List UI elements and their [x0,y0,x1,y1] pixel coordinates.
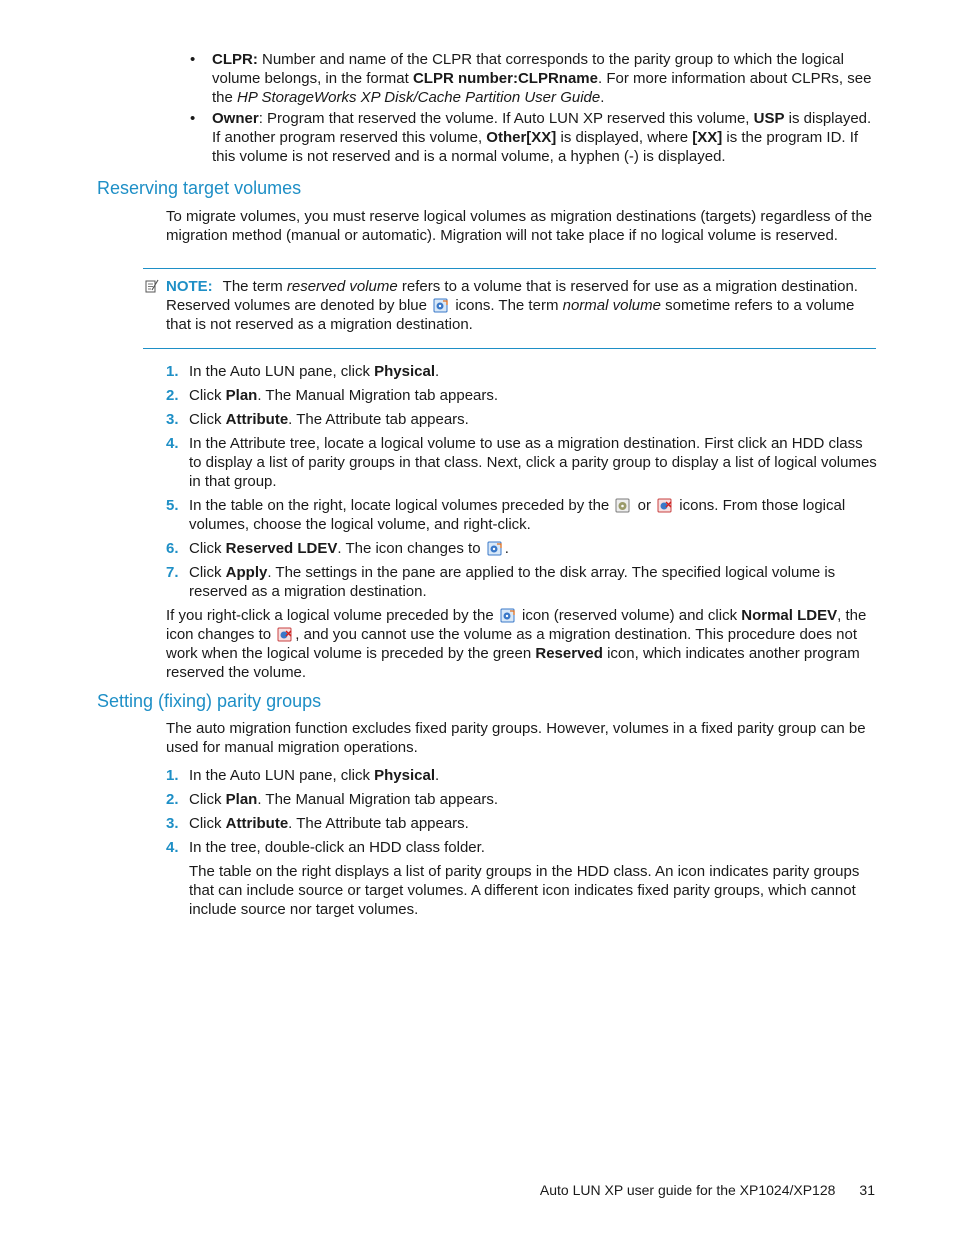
step-number: 1. [166,363,179,380]
text: In the Attribute tree, locate a logical volume to use as a migration destination. First click an HDD class to display a list of parity groups in that class. Next, click a parity group to display a list of logical volumes in that group. [189,435,877,490]
term-owner: Owner [212,110,259,127]
step-number: 4. [166,435,179,452]
note-icon [145,279,159,293]
section1-steps [166,362,878,601]
term-reserved-volume: reserved volume [286,278,398,295]
text: icon (reserved volume) and click [517,607,742,624]
text: . The settings in the pane are applied to the disk array. The specified logical volume is reserved as a migration destination. [189,564,836,600]
normal-volume-icon [615,498,631,513]
reserved-volume-icon [500,608,516,623]
ui-normal-ldev: Normal LDEV [741,607,838,624]
text: Number and name of the CLPR that corresponds to the parity group to which the logical volume belongs, in the format [212,51,844,87]
step-number: 3. [166,411,179,428]
ui-physical: Physical [374,363,435,380]
section-heading-reserving: Reserving target volumes [97,178,302,198]
bullet-dot: • [190,110,196,127]
text: . The Attribute tab appears. [288,411,469,428]
text: : Program that reserved the volume. If Auto LUN XP reserved this volume, [258,110,754,127]
step-2 [166,790,878,809]
step-6 [166,539,878,558]
text: In the Auto LUN pane, click [189,363,375,380]
text: Click [189,387,226,404]
guide-title: HP StorageWorks XP Disk/Cache Partition User Guide [237,89,601,106]
text: Click [189,791,226,808]
text: . [504,540,509,557]
format-bold: CLPR number:CLPRname [412,70,598,87]
text: . The icon changes to [337,540,485,557]
section2-steps [166,766,878,919]
step-1 [166,362,878,381]
text: In the table on the right, locate logical volumes preceded by the [189,497,614,514]
ui-physical: Physical [374,767,435,784]
step-4-detail: The table on the right displays a list of parity groups in the HDD class. An icon indicates parity groups that can include source or target volumes. A different icon indicates fixed parity groups, which cannot include source nor target volumes. [189,863,860,918]
section1-after-paragraph [166,606,874,682]
note-label: NOTE: [166,278,213,295]
text: Click [189,540,226,557]
bullet-owner [190,109,880,166]
text: icons. From those logical volumes, choose the logical volume, and right-click. [189,497,846,533]
text: The term [222,278,287,295]
text: , and you cannot use the volume as a migration destination. This procedure does not work when the logical volume is preceded by the green [166,626,857,662]
text: In the Auto LUN pane, click [189,767,375,784]
reserved-volume-icon [433,298,449,313]
step-4 [166,838,878,919]
ui-reserved: Reserved [535,645,603,662]
step-number: 7. [166,564,179,581]
bullet-list [190,50,880,166]
step-number: 1. [166,767,179,784]
text: In the tree, double-click an HDD class folder. [189,839,485,856]
text: icons. The term [451,297,563,314]
page-footer [540,1181,875,1200]
ui-attribute: Attribute [225,411,289,428]
unreserved-volume-icon [277,627,293,642]
text: Click [189,564,226,581]
text: icon, which indicates another program reserved the volume. [166,645,860,681]
note-box [143,268,876,349]
ui-plan: Plan [225,791,258,808]
ui-attribute: Attribute [225,815,289,832]
text: Click [189,815,226,832]
step-4 [166,434,878,491]
text: . For more information about CLPRs, see the [212,70,872,106]
step-number: 2. [166,387,179,404]
term-clpr: CLPR: [212,51,258,68]
step-1 [166,766,878,785]
text: is displayed. If another program reserved this volume, [212,110,872,146]
ui-apply: Apply [225,564,268,581]
footer-title: Auto LUN XP user guide for the XP1024/XP128 [539,1182,836,1198]
text: or [633,497,656,514]
text: . The Attribute tab appears. [288,815,469,832]
bullet-dot: • [190,51,196,68]
other-bold: Other[XX] [486,129,557,146]
text: refers to a volume that is reserved for use as a migration destination. Reserved volumes are denoted by blue [166,278,858,314]
bullet-clpr [190,50,880,107]
unreserved-volume-icon [657,498,673,513]
text: . The Manual Migration tab appears. [257,387,499,404]
term-normal-volume: normal volume [562,297,661,314]
step-2 [166,386,878,405]
section1-intro: To migrate volumes, you must reserve logical volumes as migration destinations (targets) regardless of the migration method (manual or automatic). Migration will not take place if no logical volume is reserved. [166,208,873,244]
section-heading-setting-parity: Setting (fixing) parity groups [97,691,322,711]
text: . The Manual Migration tab appears. [257,791,499,808]
step-number: 3. [166,815,179,832]
ui-reserved-ldev: Reserved LDEV [225,540,338,557]
step-number: 6. [166,540,179,557]
page-number: 31 [859,1182,875,1198]
step-number: 5. [166,497,179,514]
text: Click [189,411,226,428]
text: is displayed, where [556,129,693,146]
step-3 [166,410,878,429]
text: . [600,89,605,106]
step-3 [166,814,878,833]
text: is the program ID. If this volume is not reserved and is a normal volume, a hyphen (-) is displayed. [212,129,859,165]
text: . [434,363,440,380]
note-content [143,277,876,334]
text: If you right-click a logical volume preceded by the [166,607,498,624]
section2-intro: The auto migration function excludes fixed parity groups. However, volumes in a fixed parity group can be used for manual migration operations. [166,720,866,756]
reserved-volume-icon [487,541,503,556]
usp-bold: USP [753,110,785,127]
step-number: 2. [166,791,179,808]
text: sometime refers to a volume that is not reserved as a migration destination. [166,297,855,333]
step-7 [166,563,878,601]
ui-plan: Plan [225,387,258,404]
text: , the icon changes to [166,607,867,643]
text: . [434,767,440,784]
xx-bold: [XX] [692,129,723,146]
step-5 [166,496,878,534]
step-number: 4. [166,839,179,856]
